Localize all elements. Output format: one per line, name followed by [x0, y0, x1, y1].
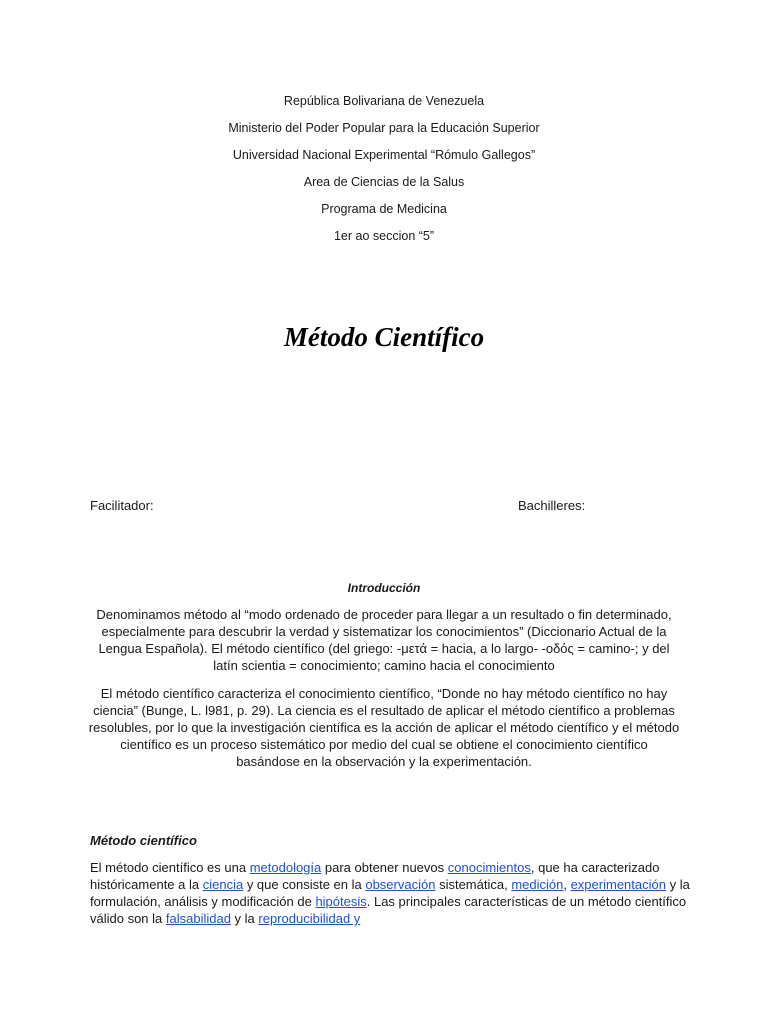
- header-line-ministry: Ministerio del Poder Popular para la Educación Superior: [228, 121, 540, 135]
- intro-heading: Introducción: [347, 581, 421, 595]
- link-falsabilidad[interactable]: falsabilidad: [165, 911, 231, 926]
- bachilleres-label: Bachilleres:: [518, 498, 586, 513]
- facilitador-label: Facilitador:: [90, 498, 154, 513]
- header-line-area: Area de Ciencias de la Salus: [303, 175, 465, 189]
- document-title: Método Científico: [283, 322, 485, 352]
- text-run: ,: [563, 877, 571, 892]
- header-line-program: Programa de Medicina: [321, 202, 447, 216]
- link-hipotesis[interactable]: hipótesis: [315, 894, 367, 909]
- link-reproducibilidad[interactable]: reproducibilidad y: [258, 911, 361, 926]
- text-run: , que ha caracterizado históricamente a la: [90, 860, 660, 892]
- text-run: El método científico es una: [90, 860, 250, 875]
- text-run: . Las principales características de un método científico válido son la: [90, 894, 687, 926]
- text-run: y la: [230, 911, 259, 926]
- link-experimentacion[interactable]: experimentación: [570, 877, 666, 892]
- link-conocimientos[interactable]: conocimientos: [447, 860, 531, 875]
- institution-header: [0, 92, 768, 254]
- section-paragraph: [90, 859, 690, 927]
- link-medicion[interactable]: medición: [511, 877, 564, 892]
- intro-paragraph-1: Denominamos método al “modo ordenado de proceder para llegar a un resultado o fin determinado, especialmente para descubrir la verdad y sistematizar los conocimientos” (Diccionario Actual de la Lengua Española). El método científico (del griego: -μετά = hacia, a lo largo- -οδός = camino-; y del latín scientia = conocimiento; camino hacia el conocimiento: [96, 607, 672, 673]
- header-line-section: 1er ao seccion “5”: [333, 229, 435, 243]
- header-line-university: Universidad Nacional Experimental “Rómulo Gallegos”: [232, 148, 536, 162]
- header-line-republic: República Bolivariana de Venezuela: [283, 94, 485, 108]
- link-ciencia[interactable]: ciencia: [202, 877, 244, 892]
- text-run: y la formulación, análisis y modificación de: [90, 877, 690, 909]
- text-run: sistemática,: [435, 877, 512, 892]
- text-run: para obtener nuevos: [321, 860, 448, 875]
- intro-paragraph-2: El método científico caracteriza el conocimiento científico, “Donde no hay método científico no hay ciencia” (Bunge, L. l981, p. 29). La ciencia es el resultado de aplicar el método científico a problemas resolubles, por lo que la investigación científica es la acción de aplicar el método científico y el método científico es un proceso sistemático por medio del cual se obtiene el conocimiento científico basándose en la observación y la experimentación.: [88, 686, 680, 769]
- section-heading: Método científico: [90, 833, 197, 848]
- text-run: y que consiste en la: [243, 877, 366, 892]
- link-observacion[interactable]: observación: [365, 877, 436, 892]
- link-metodologia[interactable]: metodología: [249, 860, 322, 875]
